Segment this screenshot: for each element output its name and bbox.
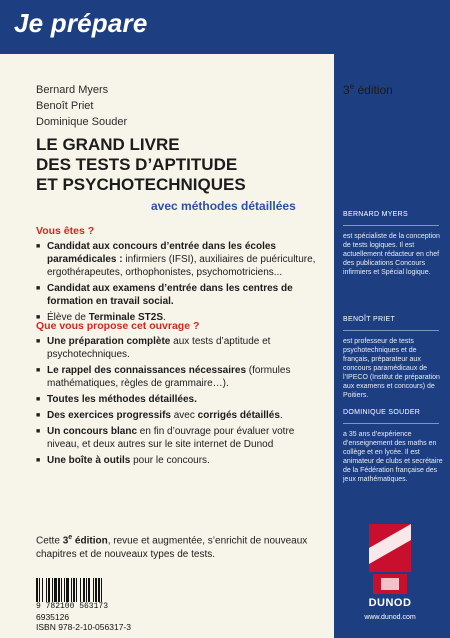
- barcode-bar: [39, 578, 40, 602]
- list-item: ■ Un concours blanc en fin d’ouvrage pour évaluer votre niveau, et deux autres sur le site internet de Dunod: [36, 425, 328, 451]
- list-item: ■ Candidat aux concours d’entrée dans les écoles paramédicales : infirmiers (IFSI), auxiliaires de puériculture, ergothérapeutes, orthophonistes, psychomotriciens...: [36, 240, 328, 279]
- barcode-bar: [98, 578, 100, 602]
- list-item: ■ Élève de Terminale ST2S.: [36, 311, 328, 324]
- bio-text: est spécialiste de la conception de tests logiques. Il est actuellement rédacteur en chef des publications Concours infirmiers et Spécial logique.: [343, 233, 440, 276]
- barcode-bar: [61, 578, 62, 602]
- barcode-bar: [66, 578, 69, 602]
- barcode-bar: [101, 578, 102, 602]
- book-subtitle: avec méthodes détaillées: [151, 199, 296, 213]
- barcode-bar: [93, 578, 94, 602]
- bio-text: est professeur de tests psychotechniques et de français, préparateur aux concours paramédicaux de l’IPECO (Institut de préparation aux examens et concours) de Poitiers.: [343, 338, 440, 399]
- author-list: [36, 82, 127, 130]
- title-line: LE GRAND LIVRE: [36, 135, 180, 154]
- author-name: Bernard Myers: [36, 84, 109, 96]
- author-name: Dominique Souder: [36, 116, 128, 128]
- author-name: Benoît Priet: [36, 100, 94, 112]
- edition-label: 3e édition: [343, 82, 393, 97]
- bio-benoit-priet: [343, 315, 443, 400]
- bio-name: BERNARD MYERS: [343, 211, 408, 218]
- list-item: ■ Toutes les méthodes détaillées.: [36, 393, 328, 406]
- top-banner: [0, 0, 450, 54]
- book-title: [36, 135, 246, 195]
- isbn-number: ISBN 978-2-10-056317-3: [36, 622, 131, 632]
- barcode-digits: 9 782100 563173: [36, 602, 109, 611]
- title-line: ET PSYCHOTECHNIQUES: [36, 175, 246, 194]
- section-heading-audience: Vous êtes ?: [36, 225, 95, 237]
- offer-list: [36, 335, 328, 470]
- barcode-bar: [54, 578, 57, 602]
- publisher-url: www.dunod.com: [364, 614, 416, 621]
- barcode-bar: [95, 578, 97, 602]
- title-line: DES TESTS D’APTITUDE: [36, 155, 238, 174]
- barcode-bar: [64, 578, 65, 602]
- bio-text: a 35 ans d’expérience d’enseignement des maths en collège et en lycée. Il est animateur de clubs et secrétaire de la Fédération française des jeux mathématiques.: [343, 431, 443, 483]
- divider: [343, 225, 439, 226]
- bio-bernard-myers: [343, 210, 443, 277]
- edition-note: Cette 3e édition, revue et augmentée, s’enrichit de nouveaux chapitres et de nouveaux types de tests.: [36, 534, 308, 561]
- list-item: ■ Le rappel des connaissances nécessaires (formules mathématiques, règles de grammaire…).: [36, 364, 328, 390]
- list-item: ■ Une boîte à outils pour le concours.: [36, 454, 328, 467]
- barcode-bar: [80, 578, 81, 602]
- barcode-bar: [48, 578, 50, 602]
- barcode-bar: [76, 578, 77, 602]
- barcode-bar: [46, 578, 47, 602]
- barcode: [36, 578, 126, 611]
- list-item: ■ Candidat aux examens d’entrée dans les centres de formation en travail social.: [36, 282, 328, 308]
- barcode-bar: [83, 578, 85, 602]
- list-item: ■ Des exercices progressifs avec corrigés détaillés.: [36, 409, 328, 422]
- barcode-bar: [88, 578, 90, 602]
- barcode-bar: [71, 578, 72, 602]
- publisher-name: DUNOD: [368, 597, 412, 609]
- bio-name: BENOÎT PRIET: [343, 316, 396, 323]
- barcode-bars: [36, 578, 126, 602]
- barcode-bar: [42, 578, 43, 602]
- barcode-bar: [52, 578, 53, 602]
- product-reference: 6935126: [36, 612, 70, 622]
- bio-name: DOMINIQUE SOUDER: [343, 409, 421, 416]
- list-item: ■ Une préparation complète aux tests d’aptitude et psychotechniques.: [36, 335, 328, 361]
- barcode-bar: [58, 578, 60, 602]
- series-brand: Je prépare: [14, 8, 148, 38]
- dunod-emblem-icon: [343, 518, 437, 596]
- divider: [343, 423, 439, 424]
- publisher-logo: [343, 518, 437, 623]
- section-heading-offer: Que vous propose cet ouvrage ?: [36, 320, 200, 332]
- bio-dominique-souder: [343, 408, 443, 484]
- barcode-bar: [86, 578, 87, 602]
- audience-list: [36, 240, 328, 327]
- divider: [343, 330, 439, 331]
- barcode-bar: [36, 578, 38, 602]
- barcode-bar: [73, 578, 75, 602]
